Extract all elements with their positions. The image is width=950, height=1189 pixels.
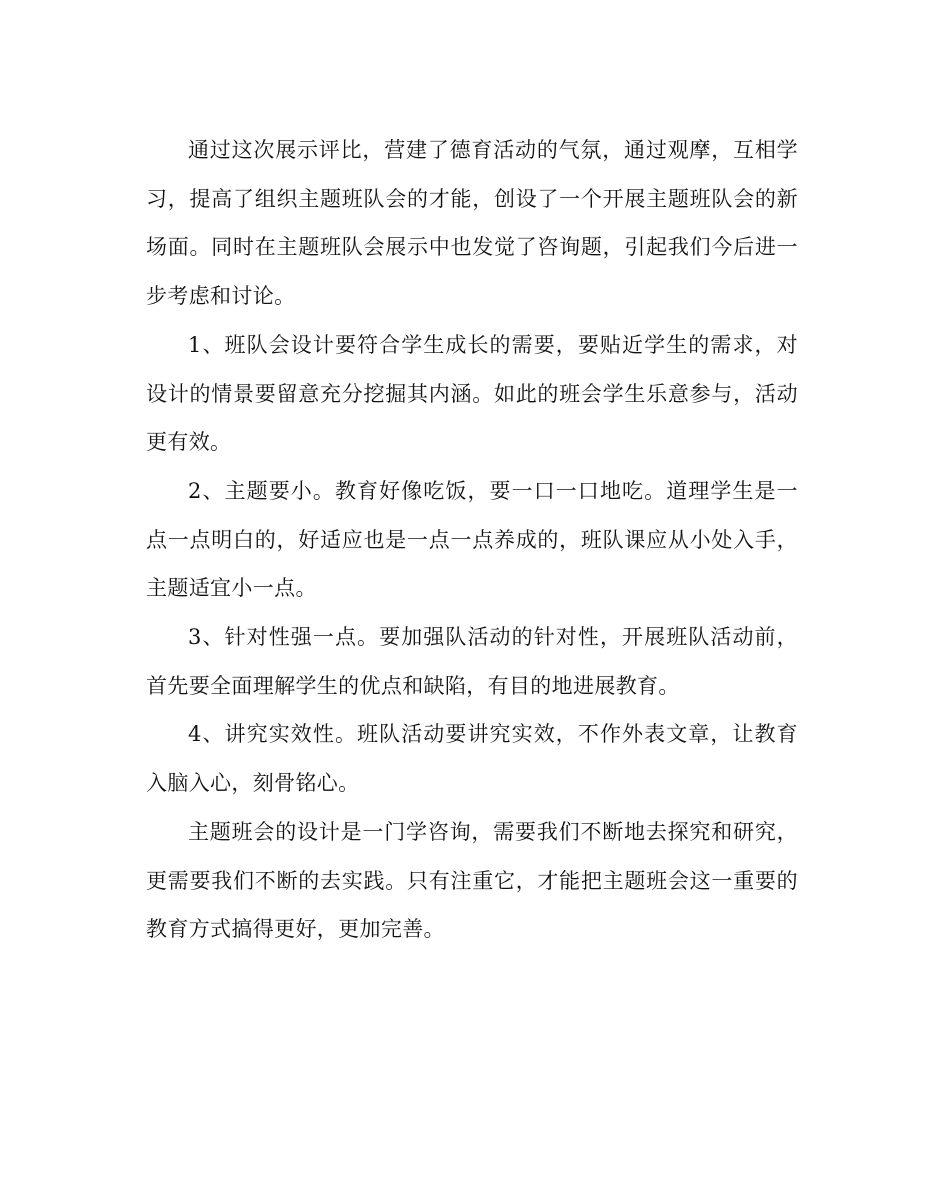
paragraph-intro: 通过这次展示评比，营建了德育活动的气氛，通过观摩，互相学习，提高了组织主题班队会的才能，创设了一个开展主题班队会的新场面。同时在主题班队会展示中也发觉了咨询题，引起我们今后进一步考虑和讨论。 <box>146 138 798 309</box>
paragraph-point-4: 4、讲究实效性。班队活动要讲究实效，不作外表文章，让教育入脑入心，刻骨铭心。 <box>146 722 798 796</box>
paragraph-point-2: 2、主题要小。教育好像吃饭，要一口一口地吃。道理学生是一点一点明白的，好适应也是一点一点养成的，班队课应从小处入手，主题适宜小一点。 <box>146 478 798 601</box>
paragraph-conclusion: 主题班会的设计是一门学咨询，需要我们不断地去探究和研究，更需要我们不断的去实践。只有注重它，才能把主题班会这一重要的教育方式搞得更好，更加完善。 <box>146 819 798 942</box>
paragraph-point-3: 3、针对性强一点。要加强队活动的针对性，开展班队活动前，首先要全面理解学生的优点和缺陷，有目的地进展教育。 <box>146 625 798 698</box>
paragraph-point-1: 1、班队会设计要符合学生成长的需要，要贴近学生的需求，对设计的情景要留意充分挖掘其内涵。如此的班会学生乐意参与，活动更有效。 <box>146 332 798 455</box>
document-body <box>146 126 798 954</box>
